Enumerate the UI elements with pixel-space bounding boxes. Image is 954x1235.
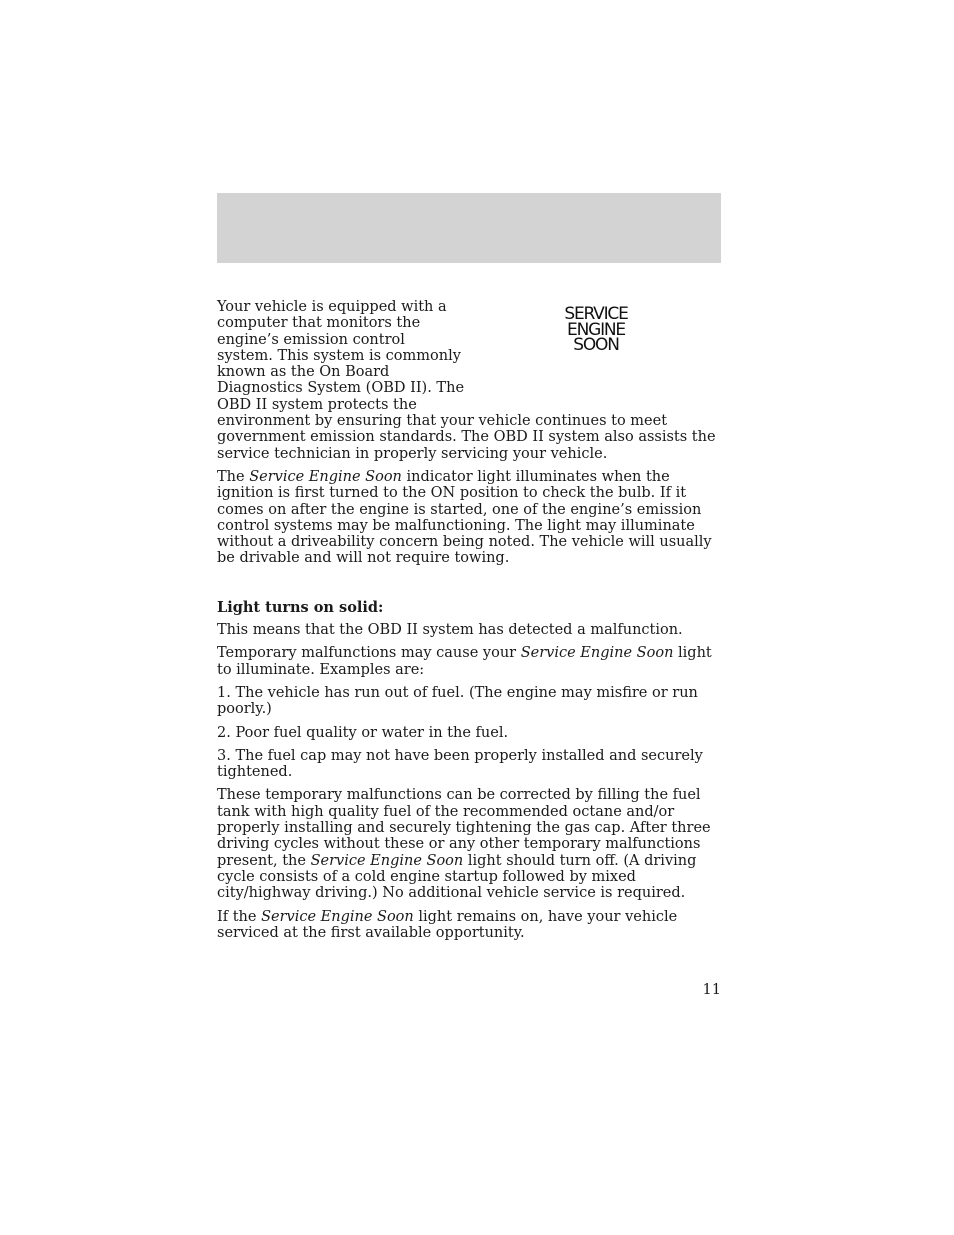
section-heading: Light turns on solid: (217, 598, 384, 616)
service-engine-soon-icon (471, 301, 721, 399)
indicator-line: SERVICE (564, 304, 628, 324)
text-run: If the (217, 908, 262, 925)
text-run: light should turn off. (A driving cycle consists of a cold engine startup followed by mixed city/highway driving.) No additional vehicle service is required. (217, 852, 697, 902)
correction-paragraph (217, 787, 721, 901)
remains-on-paragraph (217, 909, 721, 942)
solid-meaning-paragraph: This means that the OBD II system has detected a malfunction. (217, 622, 683, 639)
temporary-malfunctions-paragraph (217, 645, 721, 678)
indicator-line: ENGINE (567, 319, 625, 340)
page-content (217, 299, 721, 948)
indicator-line: SOON (573, 335, 619, 355)
text-run: These temporary malfunctions can be corrected by filling the fuel tank with high quality fuel of the recommended octane and/or properly installing and securely tightening the gas cap. After three driving cycles without these or any other temporary malfunctions present, the (217, 787, 711, 869)
indicator-name: Service Engine Soon (520, 645, 674, 662)
section-header-bar (217, 193, 721, 263)
example-item: 2. Poor fuel quality or water in the fuel. (217, 724, 509, 741)
intro-paragraph: Your vehicle is equipped with a computer that monitors the engine’s emission control system. This system is commonly known as the On Board Diagnostics System (OBD II). The OBD II system protects the environment by ensuring that your vehicle continues to meet government emission standards. The OBD II system also assists the service technician in properly servicing your vehicle. (217, 299, 716, 462)
text-run: indicator light illuminates when the ignition is first turned to the ON position to check the bulb. If it comes on after the engine is started, one of the engine’s emission control systems may be malfunctioning. The light may illuminate without a driveability concern being noted. The vehicle will usually be drivable and will not require towing. (217, 468, 712, 567)
text-run: light remains on, have your vehicle serviced at the first available opportunity. (217, 908, 678, 941)
indicator-name: Service Engine Soon (261, 908, 414, 925)
indicator-description-paragraph (217, 469, 721, 567)
text-run: Temporary malfunctions may cause your (217, 645, 521, 662)
text-run: The (217, 468, 250, 485)
page-number: 11 (702, 982, 721, 998)
indicator-name: Service Engine Soon (249, 468, 402, 485)
text-run: light to illuminate. Examples are: (217, 645, 712, 678)
example-item: 1. The vehicle has run out of fuel. (The engine may misfire or run poorly.) (217, 684, 698, 718)
indicator-name: Service Engine Soon (310, 852, 464, 869)
example-item: 3. The fuel cap may not have been properly installed and securely tightened. (217, 747, 703, 781)
